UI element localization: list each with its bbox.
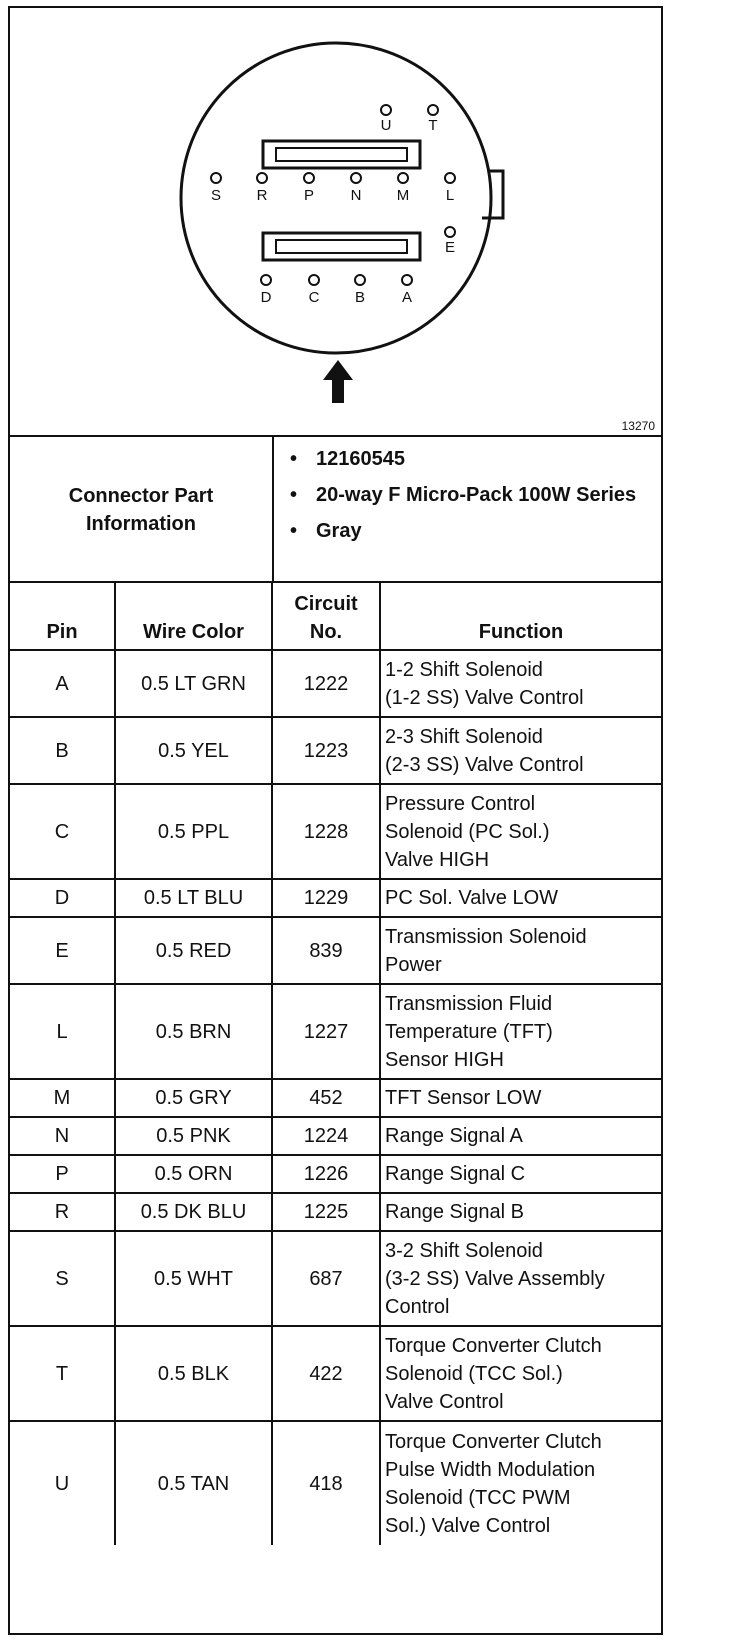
function-line: 3-2 Shift Solenoid (385, 1239, 543, 1262)
wire-color-cell: 0.5 PPL (115, 784, 272, 879)
pin-cell: E (10, 917, 115, 984)
figure-number: 13270 (621, 419, 655, 433)
circuit-cell: 1222 (272, 650, 380, 717)
function-line: Range Signal C (385, 1163, 526, 1185)
circuit-cell: 452 (272, 1079, 380, 1117)
pin-label-a: A (401, 289, 412, 306)
circuit-cell: 1224 (272, 1117, 380, 1155)
pin-label-p: P (303, 187, 314, 204)
pin-label-e: E (444, 239, 455, 256)
function-line: (1-2 SS) Valve Control (385, 686, 584, 709)
function-cell (380, 650, 661, 717)
connector-part-info (10, 435, 661, 583)
connector-type: • 20-way F Micro-Pack 100W Series (274, 481, 661, 509)
circuit-cell: 687 (272, 1231, 380, 1326)
pin-label-l: L (445, 187, 455, 204)
function-line: Sol.) Valve Control (385, 1514, 551, 1537)
pin-label-d: D (260, 289, 272, 306)
table-row (10, 717, 661, 784)
table-row (10, 879, 661, 917)
wire-color-cell: 0.5 LT BLU (115, 879, 272, 917)
pin-cell: U (10, 1421, 115, 1545)
function-line: PC Sol. Valve LOW (385, 887, 559, 909)
header-function: Function (380, 582, 661, 650)
table-row (10, 1231, 661, 1326)
pin-cell: C (10, 784, 115, 879)
connector-info-heading (10, 437, 274, 583)
header-circuit-line2: No. (309, 621, 343, 643)
circuit-cell: 1223 (272, 717, 380, 784)
table-row (10, 1079, 661, 1117)
circuit-cell: 1228 (272, 784, 380, 879)
function-line: Temperature (TFT) (385, 1020, 553, 1043)
wire-color-cell: 0.5 GRY (115, 1079, 272, 1117)
function-line: Transmission Solenoid (385, 925, 587, 948)
function-line: Solenoid (TCC PWM (385, 1486, 571, 1509)
pin-label-t: T (428, 117, 438, 134)
function-line: Range Signal A (385, 1125, 523, 1147)
circuit-cell: 1226 (272, 1155, 380, 1193)
function-cell (380, 879, 661, 917)
circuit-cell: 422 (272, 1326, 380, 1421)
pinout-table (10, 581, 661, 1545)
function-line: Power (385, 953, 442, 976)
function-line: 2-3 Shift Solenoid (385, 725, 543, 748)
wire-color-cell: 0.5 RED (115, 917, 272, 984)
function-line: Torque Converter Clutch (385, 1430, 602, 1453)
function-cell (380, 1079, 661, 1117)
pin-cell: A (10, 650, 115, 717)
pin-label-u: U (380, 117, 392, 134)
function-line: Pulse Width Modulation (385, 1458, 596, 1481)
pin-label-c: C (308, 289, 320, 306)
pin-cell: B (10, 717, 115, 784)
wire-color-cell: 0.5 WHT (115, 1231, 272, 1326)
connector-face-drawing (10, 8, 661, 435)
circuit-cell: 1225 (272, 1193, 380, 1231)
part-number: • 12160545 (274, 445, 661, 473)
function-line: Sensor HIGH (385, 1048, 504, 1071)
function-line: Pressure Control (385, 792, 536, 815)
table-row (10, 1155, 661, 1193)
pin-cell: L (10, 984, 115, 1079)
pin-label-r: R (256, 187, 268, 204)
connector-info-list (274, 437, 661, 583)
table-row (10, 650, 661, 717)
function-line: (2-3 SS) Valve Control (385, 753, 584, 776)
function-cell (380, 784, 661, 879)
table-row (10, 917, 661, 984)
pin-label-b: B (354, 289, 365, 306)
function-line: (3-2 SS) Valve Assembly (385, 1267, 605, 1290)
function-cell (380, 1326, 661, 1421)
function-line: TFT Sensor LOW (385, 1087, 542, 1109)
table-row (10, 784, 661, 879)
function-line: Solenoid (TCC Sol.) (385, 1362, 563, 1385)
table-header-row (10, 582, 661, 650)
wire-color-cell: 0.5 PNK (115, 1117, 272, 1155)
connector-diagram (10, 8, 661, 435)
connector-color: • Gray (274, 517, 661, 545)
circuit-cell: 418 (272, 1421, 380, 1545)
table-row (10, 1117, 661, 1155)
function-cell (380, 717, 661, 784)
pin-cell: R (10, 1193, 115, 1231)
function-cell (380, 1193, 661, 1231)
function-cell (380, 1421, 661, 1545)
function-line: Valve Control (385, 1390, 504, 1413)
wire-color-cell: 0.5 TAN (115, 1421, 272, 1545)
table-row (10, 984, 661, 1079)
header-circuit-line1: Circuit (294, 593, 358, 615)
connector-info-heading-line2: Information (86, 513, 196, 535)
wire-color-cell: 0.5 BRN (115, 984, 272, 1079)
function-line: Range Signal B (385, 1201, 524, 1223)
function-line: Valve HIGH (385, 848, 490, 871)
circuit-cell: 1227 (272, 984, 380, 1079)
function-cell (380, 1117, 661, 1155)
header-pin: Pin (10, 582, 115, 650)
function-cell (380, 984, 661, 1079)
table-row (10, 1193, 661, 1231)
pin-cell: P (10, 1155, 115, 1193)
circuit-cell: 1229 (272, 879, 380, 917)
pin-cell: N (10, 1117, 115, 1155)
header-wire-color: Wire Color (115, 582, 272, 650)
pinout-rows (10, 650, 661, 1545)
wire-color-cell: 0.5 DK BLU (115, 1193, 272, 1231)
function-cell (380, 1155, 661, 1193)
table-row (10, 1326, 661, 1421)
pin-label-m: M (396, 187, 410, 204)
wire-color-cell: 0.5 YEL (115, 717, 272, 784)
wire-color-cell: 0.5 BLK (115, 1326, 272, 1421)
function-line: Control (385, 1295, 450, 1318)
function-line: 1-2 Shift Solenoid (385, 658, 543, 681)
pin-cell: T (10, 1326, 115, 1421)
connector-info-heading-line1: Connector Part (68, 485, 214, 507)
function-cell (380, 1231, 661, 1326)
table-row (10, 1421, 661, 1545)
wire-color-cell: 0.5 LT GRN (115, 650, 272, 717)
circuit-cell: 839 (272, 917, 380, 984)
pin-label-s: S (210, 187, 221, 204)
header-circuit-no (272, 582, 380, 650)
wire-color-cell: 0.5 ORN (115, 1155, 272, 1193)
function-cell (380, 917, 661, 984)
pin-cell: D (10, 879, 115, 917)
pin-cell: M (10, 1079, 115, 1117)
connector-sheet (8, 6, 663, 1635)
function-line: Solenoid (PC Sol.) (385, 820, 550, 843)
pin-cell: S (10, 1231, 115, 1326)
pin-label-n: N (350, 187, 362, 204)
function-line: Torque Converter Clutch (385, 1334, 602, 1357)
function-line: Transmission Fluid (385, 992, 553, 1015)
